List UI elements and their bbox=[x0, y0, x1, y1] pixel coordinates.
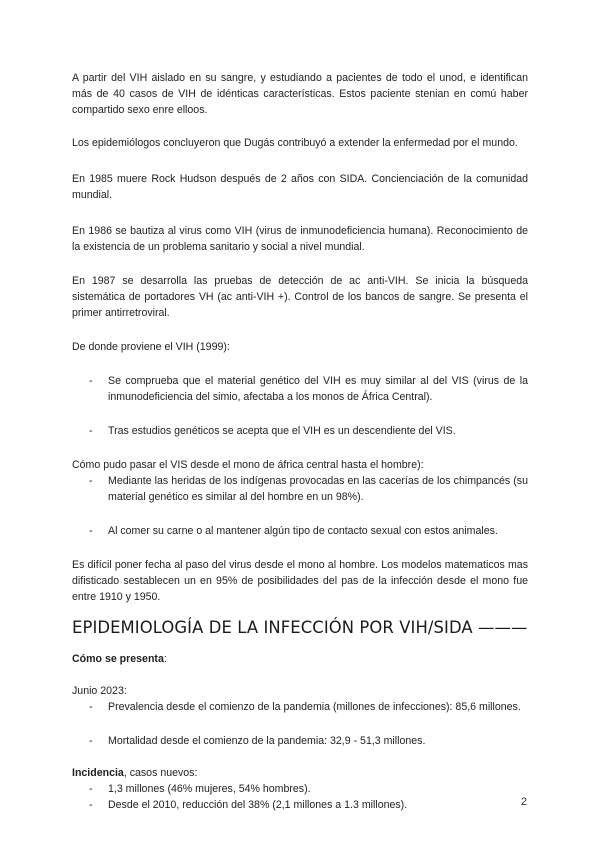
june-list bbox=[72, 699, 528, 749]
como-colon: : bbox=[163, 653, 167, 665]
como-se-presenta bbox=[72, 651, 528, 667]
incidencia-label: Incidencia bbox=[72, 767, 124, 779]
incidencia-title bbox=[72, 765, 528, 781]
list-item: - Desde el 2010, reducción del 38% (2,1 millones a 1.3 millones). bbox=[72, 797, 528, 813]
paragraph-1985: En 1985 muere Rock Hudson después de 2 años con SIDA. Concienciación de la comunidad mundial. bbox=[72, 173, 528, 201]
incidencia-list bbox=[72, 781, 528, 813]
list-item: - Se comprueba que el material genético del VIH es muy similar al del VIS (virus de la inmunodeficiencia del simio, afectaba a los monos de África Central). bbox=[72, 373, 528, 405]
section-heading: EPIDEMIOLOGÍA DE LA INFECCIÓN POR VIH/SIDA ——— bbox=[72, 618, 528, 637]
list-item: - Tras estudios genéticos se acepta que el VIH es un descendiente del VIS. bbox=[72, 423, 528, 439]
paragraph-epidemiologists: Los epidemiólogos concluyeron que Dugás contribuyó a extender la enfermedad por el mundo. bbox=[72, 137, 518, 149]
como-label: Cómo se presenta bbox=[72, 653, 164, 665]
list-item: - Al comer su carne o al mantener algún tipo de contacto sexual con estos animales. bbox=[72, 523, 528, 539]
june-date: Junio 2023: bbox=[72, 685, 127, 697]
list-item: - Mediante las heridas de los indígenas provocadas en las cacerías de los chimpancés (su material genético es similar al del hombre en un 98%). bbox=[72, 473, 528, 505]
origin-list bbox=[72, 373, 528, 439]
paragraph-origin-title: De donde proviene el VIH (1999): bbox=[72, 341, 230, 353]
list-item: - 1,3 millones (46% mujeres, 54% hombres). bbox=[72, 781, 528, 797]
page-number: 2 bbox=[520, 796, 527, 808]
transmission-list bbox=[72, 473, 528, 539]
paragraph-dating: Es difícil poner fecha al paso del virus desde el mono al hombre. Los modelos matematicos mas difisticado sestablecen un en 95% de posibilidades del pas de la infección desde el mono fue entre 1910 y 1950. bbox=[72, 559, 528, 603]
paragraph-1987: En 1987 se desarrolla las pruebas de detección de ac anti-VIH. Se inicia la búsqueda sistemática de portadores VH (ac anti-VIH +). Control de los bancos de sangre. Se presenta el primer antirretroviral. bbox=[72, 275, 528, 319]
list-item: - Prevalencia desde el comienzo de la pandemia (millones de infecciones): 85,6 millones. bbox=[72, 699, 528, 715]
paragraph-1986: En 1986 se bautiza al virus como VIH (virus de inmunodeficiencia humana). Reconocimiento de la existencia de un problema sanitario y social a nivel mundial. bbox=[72, 225, 528, 253]
list-item: - Mortalidad desde el comienzo de la pandemia: 32,9 - 51,3 millones. bbox=[72, 733, 528, 749]
incidencia-rest: , casos nuevos: bbox=[123, 767, 198, 779]
paragraph-origin-cases: A partir del VIH aislado en su sangre, y estudiando a pacientes de todo el unod, e identifican más de 40 casos de VIH de idénticas características. Estos paciente stenian en comú haber compartido sexo enre elloos. bbox=[72, 72, 528, 116]
paragraph-transmission-title: Cómo pudo pasar el VIS desde el mono de áfrica central hasta el hombre): bbox=[72, 459, 424, 471]
document-page bbox=[72, 70, 528, 813]
